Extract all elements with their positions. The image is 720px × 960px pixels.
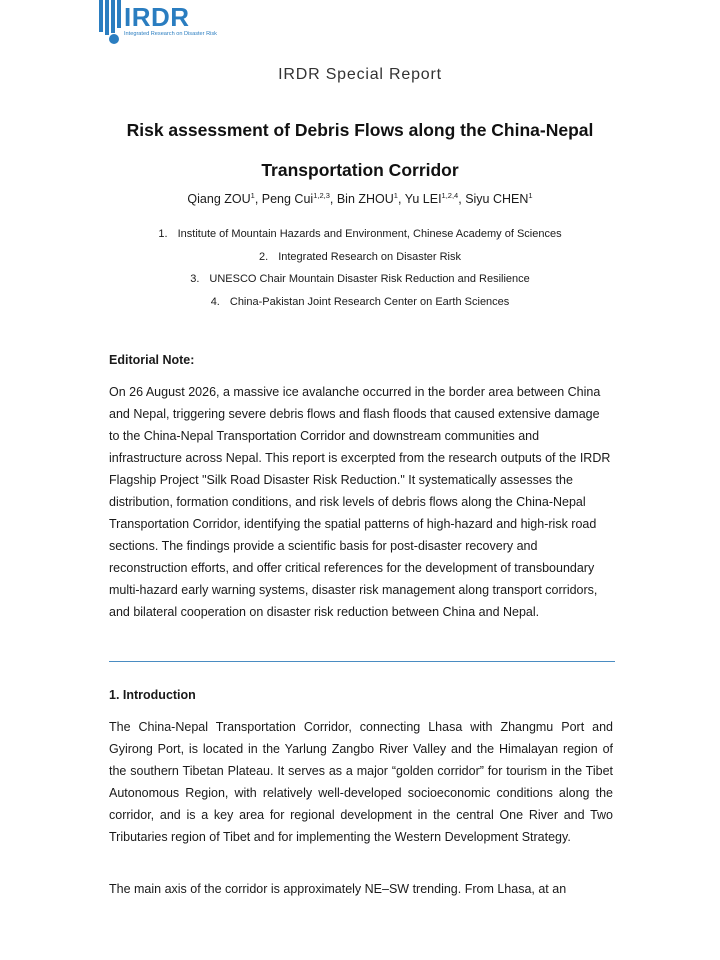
affiliation-number: 4. [210, 295, 220, 308]
page-title: Risk assessment of Debris Flows along the China-Nepal Transportation Corridor [126, 120, 594, 180]
author-affiliation-marker: 1 [250, 191, 255, 200]
editorial-body: On 26 August 2026, a massive ice avalanche occurred in the border area between China and Nepal, triggering severe debris flows and flash floods that caused extensive damage to the China-Nepal Transportation Corridor and downstream communities and infrastructure across Nepal. This report is excerpted from the research outputs of the IRDR Flagship Project "Silk Road Disaster Risk Reduction." It systematically assesses the distribution, formation conditions, and risk levels of debris flows along the China-Nepal Transportation Corridor, identifying the spatial patterns of high-hazard and high-risk road sections. The findings provide a scientific basis for post-disaster recovery and reconstruction efforts, and offer critical references for the development of transboundary multi-hazard early warning systems, disaster risk management along transport corridors, and bilateral cooperation on disaster risk reduction between China and Nepal. [109, 385, 611, 619]
affiliation-text: China-Pakistan Joint Research Center on Earth Sciences [229, 295, 510, 308]
editorial-heading: Editorial Note: [109, 353, 195, 367]
author-list [0, 192, 720, 206]
author-separator: , [254, 192, 262, 206]
introduction-paragraph-1: The China-Nepal Transportation Corridor, connecting Lhasa with Zhangmu Port and Gyirong Port, is located in the Yarlung Zangbo River Valley and the Himalayan region of the southern Tibetan Plateau. It serves as a major “golden corridor” for tourism in the Tibet Autonomous Region, with relatively well-developed socioeconomic conditions along the corridor, and is a key area for regional development in the central One River and Two Tributaries region of Tibet and for implementing the Western Development Strategy. [109, 720, 613, 844]
author-separator: , [397, 192, 405, 206]
author-name: Yu LEI [404, 192, 442, 206]
author-name: Siyu CHEN [465, 192, 529, 206]
affiliation-number: 2. [259, 250, 269, 263]
logo-subtitle: Integrated Research on Disaster Risk [124, 31, 217, 37]
affiliation-item [0, 291, 720, 314]
affiliation-item [0, 223, 720, 246]
irdr-logo-icon [97, 0, 123, 46]
author-affiliation-marker: 1,2,3 [313, 191, 330, 200]
section-divider [109, 661, 615, 662]
affiliation-item [0, 246, 720, 269]
author-name: Bin ZHOU [336, 192, 394, 206]
affiliation-list [0, 223, 720, 313]
affiliation-text: UNESCO Chair Mountain Disaster Risk Reduction and Resilience [209, 273, 530, 285]
author-name: Qiang ZOU [187, 192, 251, 206]
logo-text: IRDR [124, 2, 190, 32]
author-affiliation-marker: 1,2,4 [441, 191, 459, 200]
author-name: Peng Cui [261, 192, 314, 206]
section-heading-introduction: 1. Introduction [109, 688, 196, 702]
report-type: IRDR Special Report [278, 66, 442, 83]
introduction-paragraph-2: The main axis of the corridor is approximately NE–SW trending. From Lhasa, at an [109, 882, 567, 896]
author-affiliation-marker: 1 [393, 191, 398, 200]
author-separator: , [329, 192, 337, 206]
affiliation-text: Integrated Research on Disaster Risk [278, 250, 461, 263]
affiliation-text: Institute of Mountain Hazards and Environment, Chinese Academy of Sciences [177, 228, 562, 240]
author-affiliation-marker: 1 [528, 191, 533, 200]
affiliation-number: 1. [158, 228, 168, 240]
affiliation-number: 3. [190, 273, 200, 285]
author-separator: , [458, 192, 466, 206]
irdr-logo [97, 0, 247, 46]
affiliation-item [0, 268, 720, 291]
